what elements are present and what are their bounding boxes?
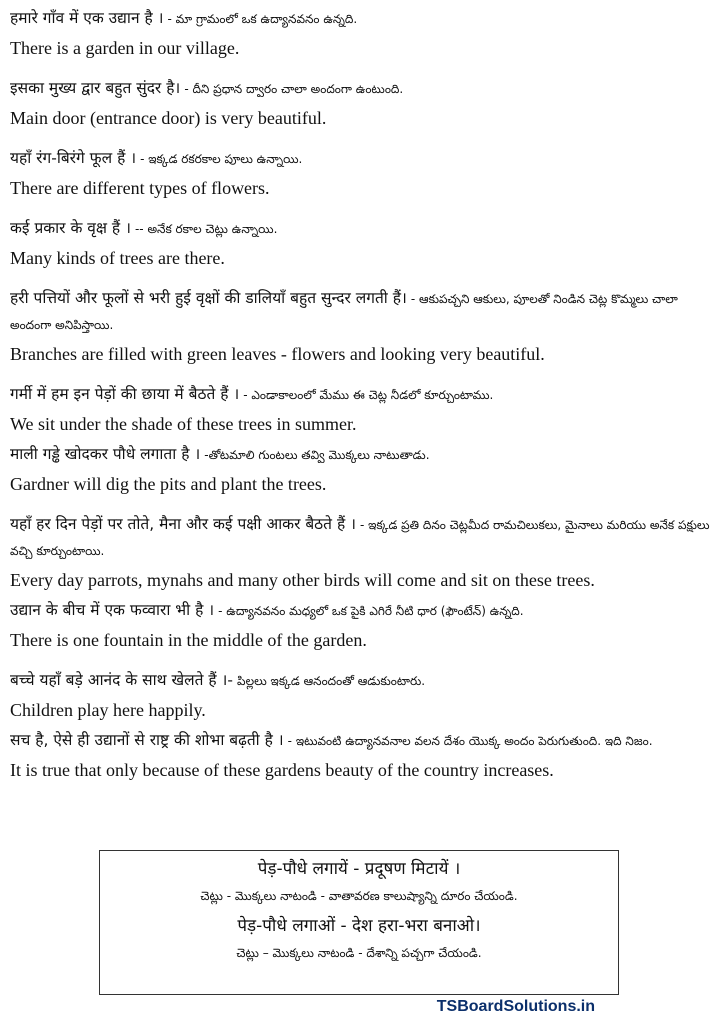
slogan-telugu-1: చెట్లు - మొక్కలు నాటండి - వాతావరణ కాలుష్యాన్ని దూరం చేయండి. (200, 889, 518, 903)
hindi-sentence: यहाँ हर दिन पेड़ों पर तोते, मैना और कई पक्षी आकर बैठते हैं । (10, 515, 356, 533)
english-translation: Gardner will dig the pits and plant the trees. (10, 474, 327, 494)
english-translation: We sit under the shade of these trees in summer. (10, 414, 357, 434)
sentence-entry (10, 668, 712, 722)
english-translation: There are different types of flowers. (10, 178, 270, 198)
hindi-sentence: बच्चे यहाँ बड़े आनंद के साथ खेलते हैं ।- (10, 671, 234, 689)
english-translation: There is one fountain in the middle of the garden. (10, 630, 367, 650)
english-translation: Branches are filled with green leaves - flowers and looking very beautiful. (10, 344, 545, 364)
english-translation: There is a garden in our village. (10, 38, 240, 58)
sentence-entry (10, 728, 712, 782)
sentence-entry (10, 216, 712, 270)
telugu-translation: - ఇక్కడ రకరకాల పూలు ఉన్నాయి. (140, 152, 303, 166)
hindi-sentence: सच है, ऐसे ही उद्यानों से राष्ट्र की शोभा बढ़ती है । (10, 731, 284, 749)
telugu-translation: పిల్లలు ఇక్కడ ఆనందంతో ఆడుకుంటారు. (237, 674, 426, 688)
telugu-translation: - దీని ప్రధాన ద్వారం చాలా అందంగా ఉంటుంది. (184, 82, 404, 96)
sentence-entry (10, 286, 712, 366)
english-translation: It is true that only because of these gardens beauty of the country increases. (10, 760, 554, 780)
hindi-sentence: कई प्रकार के वृक्ष हैं । (10, 219, 131, 237)
hindi-sentence: माली गड्ढे खोदकर पौधे लगाता है । (10, 445, 201, 463)
sentence-entry (10, 146, 712, 200)
slogan-hindi-1: पेड़-पौधे लगायें - प्रदूषण मिटायें । (257, 859, 461, 879)
english-translation: Children play here happily. (10, 700, 206, 720)
telugu-translation: - ఇటువంటి ఉద్యానవనాల వలన దేశం యొక్క అందం పెరుగుతుంది. ఇది నిజం. (287, 734, 653, 748)
sentence-entry (10, 512, 712, 592)
telugu-translation: - మా గ్రామంలో ఒక ఉద్యానవనం ఉన్నది. (167, 12, 358, 26)
slogan-telugu-2: చెట్లు – మొక్కలు నాటండి - దేశాన్ని పచ్చగా చేయండి. (236, 946, 482, 960)
telugu-translation: - ఇక్కడ ప్రతి దినం చెట్లమీద రామచిలుకలు, మైనాలు మరియు అనేక పక్షులు వచ్చి కూర్చుంటాయి. (10, 518, 710, 558)
hindi-sentence: इसका मुख्य द्वार बहुत सुंदर है। (10, 79, 181, 97)
hindi-sentence: उद्यान के बीच में एक फव्वारा भी है । (10, 601, 215, 619)
telugu-translation: -- అనేక రకాల చెట్లు ఉన్నాయి. (134, 222, 278, 236)
sentence-entry (10, 442, 712, 496)
sentence-entry (10, 598, 712, 652)
slogan-box (99, 850, 619, 995)
hindi-sentence: हमारे गाँव में एक उद्यान है । (10, 9, 164, 27)
hindi-sentence: गर्मी में हम इन पेड़ों की छाया में बैठते हैं । (10, 385, 240, 403)
english-translation: Every day parrots, mynahs and many other birds will come and sit on these trees. (10, 570, 595, 590)
telugu-translation: - ఎండాకాలంలో మేము ఈ చెట్ల నీడలో కూర్చుంటాము. (243, 388, 494, 402)
slogan-hindi-2: पेड़-पौधे लगाओं - देश हरा-भरा बनाओ। (237, 916, 481, 936)
telugu-translation: -తోటమాలి గుంటలు తవ్వి మొక్కలు నాటుతాడు. (204, 448, 430, 462)
hindi-sentence: यहाँ रंग-बिरंगे फूल हैं । (10, 149, 137, 167)
site-watermark: TSBoardSolutions.in (436, 998, 595, 1015)
sentence-entry (10, 76, 712, 130)
english-translation: Main door (entrance door) is very beautiful. (10, 108, 327, 128)
telugu-translation: - ఆకుపచ్చని ఆకులు, పూలతో నిండిన చెట్ల కొమ్మలు చాలా అందంగా అనిపిస్తాయి. (10, 292, 678, 332)
sentence-entry (10, 6, 712, 60)
hindi-sentence: हरी पत्तियों और फूलों से भरी हुई वृक्षों की डालियाँ बहुत सुन्दर लगती हैं। (10, 289, 407, 307)
telugu-translation: - ఉద్యానవనం మధ్యలో ఒక పైకి ఎగిరే నీటి ధార (ఫౌంటేన్) ఉన్నది. (218, 604, 524, 618)
english-translation: Many kinds of trees are there. (10, 248, 225, 268)
sentence-entry (10, 382, 712, 436)
document-body (10, 6, 712, 798)
